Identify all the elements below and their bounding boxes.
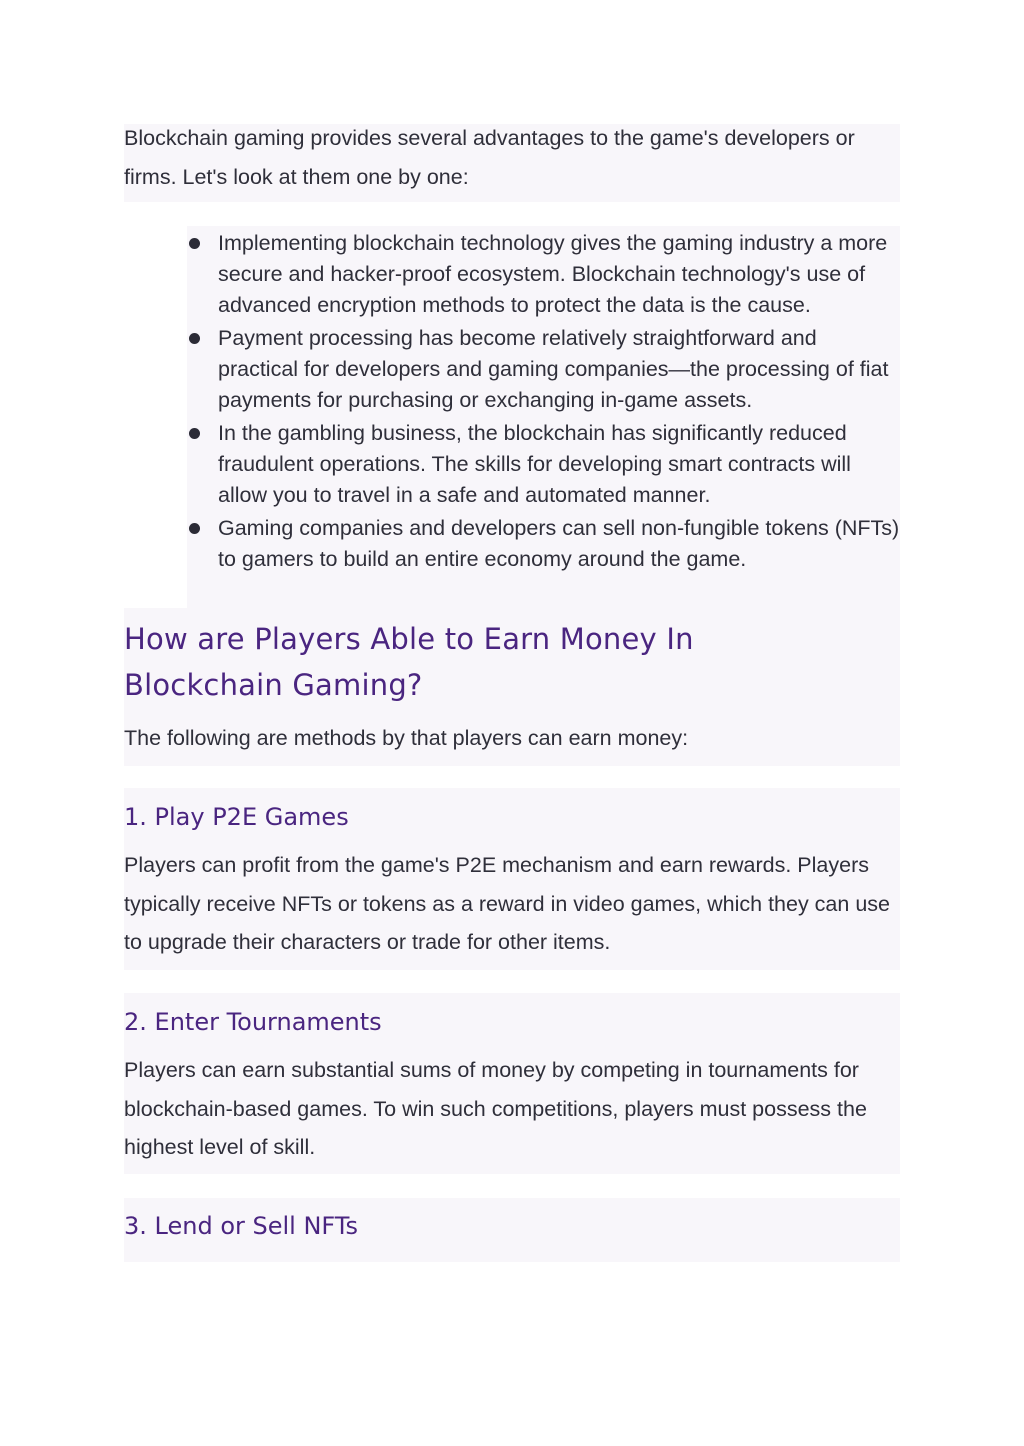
method-play-p2e (124, 788, 900, 970)
list-item-text: In the gambling business, the blockchain has significantly reduced fraudulent operations. The skills for developing smart contracts will allow you to travel in a safe and automated manner. (218, 421, 851, 507)
earn-money-section (124, 608, 900, 766)
bullet-icon (189, 333, 200, 344)
list-item-text: Implementing blockchain technology gives the gaming industry a more secure and hacker-proof ecosystem. Blockchain technology's use of advanced encryption methods to protect the data is the cause. (218, 231, 888, 317)
intro-block (124, 124, 900, 202)
method-body: Players can earn substantial sums of money by competing in tournaments for blockchain-based games. To win such competitions, players must possess the highest level of skill. (124, 1058, 867, 1159)
list-item (187, 513, 900, 575)
intro-paragraph: Blockchain gaming provides several advantages to the game's developers or firms. Let's look at them one by one: (124, 126, 855, 189)
bullet-icon (189, 428, 200, 439)
list-item (187, 228, 900, 321)
bullet-icon (189, 238, 200, 249)
list-item (187, 418, 900, 511)
section-lead: The following are methods by that players can earn money: (124, 726, 689, 750)
section-heading: How are Players Able to Earn Money In Blockchain Gaming? (124, 622, 694, 702)
method-lend-sell-nfts (124, 1198, 900, 1262)
method-body: Players can profit from the game's P2E mechanism and earn rewards. Players typically receive NFTs or tokens as a reward in video games, which they can use to upgrade their characters or trade for other items. (124, 853, 890, 954)
advantages-list (187, 228, 900, 577)
advantages-list-block (187, 226, 900, 608)
list-item-text: Gaming companies and developers can sell non-fungible tokens (NFTs) to gamers to build an entire economy around the game. (218, 516, 900, 571)
method-heading: 3. Lend or Sell NFTs (124, 1212, 358, 1240)
method-heading: 1. Play P2E Games (124, 803, 349, 831)
bullet-icon (189, 523, 200, 534)
method-tournaments (124, 993, 900, 1174)
list-item (187, 323, 900, 416)
method-heading: 2. Enter Tournaments (124, 1008, 382, 1036)
list-item-text: Payment processing has become relatively straightforward and practical for developers and gaming companies—the processing of fiat payments for purchasing or exchanging in-game assets. (218, 326, 889, 412)
